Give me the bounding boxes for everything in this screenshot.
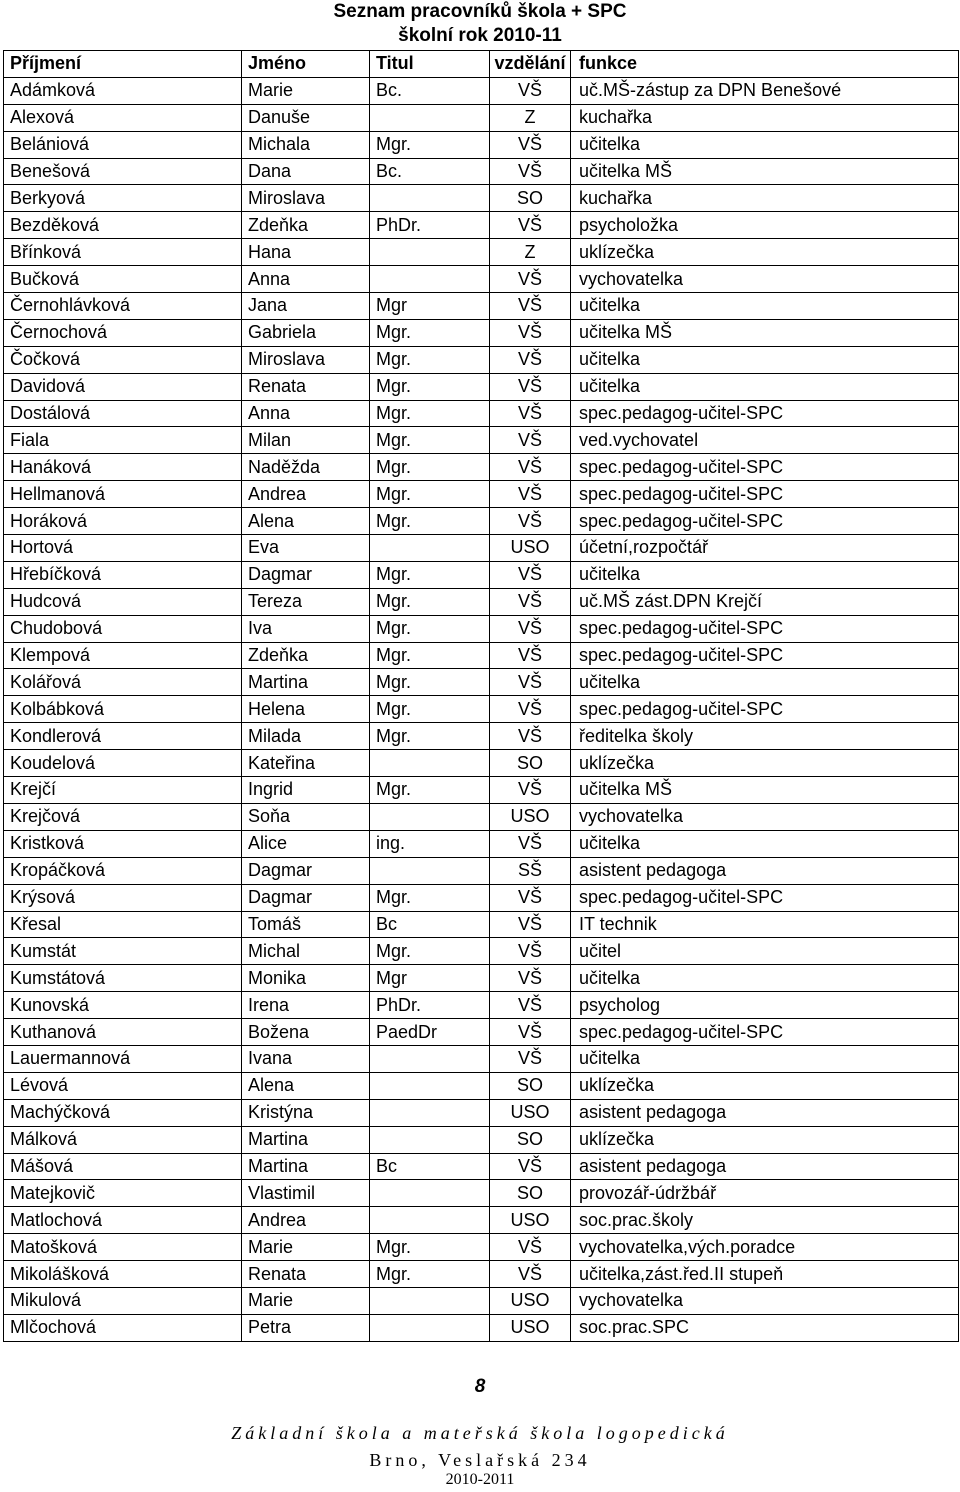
cell-surname: Hortová [4, 535, 242, 562]
cell-function: vychovatelka [571, 803, 959, 830]
cell-first-name: Zdeňka [242, 642, 370, 669]
cell-first-name: Anna [242, 400, 370, 427]
cell-education: VŠ [490, 481, 571, 508]
cell-title: Bc [370, 1153, 490, 1180]
table-row [4, 615, 959, 642]
cell-surname: Koudelová [4, 750, 242, 777]
cell-education: VŠ [490, 373, 571, 400]
cell-education: USO [490, 535, 571, 562]
cell-first-name: Vlastimil [242, 1180, 370, 1207]
table-row [4, 131, 959, 158]
cell-title: Mgr. [370, 319, 490, 346]
cell-education: VŠ [490, 346, 571, 373]
cell-education: VŠ [490, 561, 571, 588]
cell-surname: Belániová [4, 131, 242, 158]
cell-function: učitelka MŠ [571, 158, 959, 185]
cell-function: učitelka MŠ [571, 319, 959, 346]
cell-surname: Krejčí [4, 777, 242, 804]
cell-function: učitel [571, 938, 959, 965]
cell-first-name: Hana [242, 239, 370, 266]
table-row [4, 508, 959, 535]
cell-surname: Hellmanová [4, 481, 242, 508]
cell-first-name: Milada [242, 723, 370, 750]
cell-title [370, 1126, 490, 1153]
cell-title: Bc. [370, 77, 490, 104]
cell-first-name: Ingrid [242, 777, 370, 804]
table-row [4, 239, 959, 266]
cell-surname: Hudcová [4, 588, 242, 615]
cell-title: Mgr. [370, 131, 490, 158]
table-row [4, 1180, 959, 1207]
table-row [4, 77, 959, 104]
cell-education: VŠ [490, 212, 571, 239]
cell-education: VŠ [490, 938, 571, 965]
cell-education: VŠ [490, 131, 571, 158]
cell-education: SO [490, 185, 571, 212]
cell-function: učitelka [571, 293, 959, 320]
cell-first-name: Gabriela [242, 319, 370, 346]
cell-surname: Klempová [4, 642, 242, 669]
cell-first-name: Dana [242, 158, 370, 185]
cell-surname: Kondlerová [4, 723, 242, 750]
cell-surname: Chudobová [4, 615, 242, 642]
cell-title [370, 104, 490, 131]
cell-surname: Kolářová [4, 669, 242, 696]
table-row [4, 427, 959, 454]
cell-function: ved.vychovatel [571, 427, 959, 454]
table-row [4, 1314, 959, 1341]
cell-function: uklízečka [571, 1126, 959, 1153]
table-row [4, 185, 959, 212]
table-row [4, 481, 959, 508]
cell-title: Mgr. [370, 615, 490, 642]
cell-function: provozář-údržbář [571, 1180, 959, 1207]
cell-surname: Bezděková [4, 212, 242, 239]
table-row [4, 669, 959, 696]
cell-first-name: Tereza [242, 588, 370, 615]
cell-title: Mgr. [370, 427, 490, 454]
table-row [4, 965, 959, 992]
table-row [4, 1019, 959, 1046]
cell-first-name: Renata [242, 373, 370, 400]
cell-first-name: Irena [242, 992, 370, 1019]
cell-first-name: Martina [242, 1126, 370, 1153]
cell-first-name: Martina [242, 1153, 370, 1180]
cell-education: VŠ [490, 723, 571, 750]
cell-first-name: Kateřina [242, 750, 370, 777]
cell-education: VŠ [490, 588, 571, 615]
table-row [4, 992, 959, 1019]
table-row [4, 212, 959, 239]
cell-title: Mgr. [370, 777, 490, 804]
cell-education: VŠ [490, 427, 571, 454]
table-row [4, 104, 959, 131]
table-row [4, 642, 959, 669]
cell-title: Mgr. [370, 938, 490, 965]
cell-title [370, 1099, 490, 1126]
cell-first-name: Marie [242, 1287, 370, 1314]
cell-title: Mgr. [370, 346, 490, 373]
cell-first-name: Danuše [242, 104, 370, 131]
cell-first-name: Naděžda [242, 454, 370, 481]
cell-surname: Mikulová [4, 1287, 242, 1314]
cell-function: uklízečka [571, 750, 959, 777]
cell-title: Bc. [370, 158, 490, 185]
cell-surname: Bučková [4, 266, 242, 293]
cell-surname: Černohlávková [4, 293, 242, 320]
cell-first-name: Iva [242, 615, 370, 642]
cell-function: spec.pedagog-učitel-SPC [571, 481, 959, 508]
cell-title [370, 750, 490, 777]
cell-first-name: Alena [242, 1072, 370, 1099]
cell-title [370, 1072, 490, 1099]
cell-first-name: Martina [242, 669, 370, 696]
cell-function: učitelka [571, 669, 959, 696]
table-row [4, 696, 959, 723]
cell-surname: Matejkovič [4, 1180, 242, 1207]
table-row [4, 1099, 959, 1126]
table-row [4, 803, 959, 830]
cell-title: Mgr. [370, 561, 490, 588]
cell-title: Mgr. [370, 884, 490, 911]
cell-function: IT technik [571, 911, 959, 938]
cell-surname: Kumstátová [4, 965, 242, 992]
table-row [4, 1287, 959, 1314]
cell-title: Mgr. [370, 642, 490, 669]
cell-education: VŠ [490, 319, 571, 346]
cell-title: PhDr. [370, 992, 490, 1019]
cell-first-name: Kristýna [242, 1099, 370, 1126]
cell-first-name: Soňa [242, 803, 370, 830]
cell-education: VŠ [490, 508, 571, 535]
cell-function: učitelka,zást.řed.II stupeň [571, 1261, 959, 1288]
cell-title [370, 185, 490, 212]
cell-education: SO [490, 1126, 571, 1153]
table-header-row [4, 51, 959, 78]
cell-function: učitelka [571, 373, 959, 400]
cell-title [370, 1207, 490, 1234]
cell-function: spec.pedagog-učitel-SPC [571, 400, 959, 427]
cell-title: Mgr. [370, 454, 490, 481]
cell-education: VŠ [490, 992, 571, 1019]
cell-first-name: Michala [242, 131, 370, 158]
cell-surname: Berkyová [4, 185, 242, 212]
school-year-subtitle: školní rok 2010-11 [398, 25, 562, 46]
cell-education: USO [490, 803, 571, 830]
cell-function: vychovatelka,vých.poradce [571, 1234, 959, 1261]
cell-function: asistent pedagoga [571, 1099, 959, 1126]
table-row [4, 346, 959, 373]
cell-function: učitelka [571, 131, 959, 158]
cell-surname: Adámková [4, 77, 242, 104]
cell-function: účetní,rozpočtář [571, 535, 959, 562]
cell-title: Mgr [370, 293, 490, 320]
cell-surname: Břínková [4, 239, 242, 266]
cell-function: ředitelka školy [571, 723, 959, 750]
cell-education: USO [490, 1314, 571, 1341]
cell-title: Mgr. [370, 373, 490, 400]
cell-surname: Fiala [4, 427, 242, 454]
cell-title: PhDr. [370, 212, 490, 239]
cell-function: spec.pedagog-učitel-SPC [571, 508, 959, 535]
cell-first-name: Ivana [242, 1045, 370, 1072]
cell-title [370, 857, 490, 884]
cell-surname: Machýčková [4, 1099, 242, 1126]
table-row [4, 454, 959, 481]
footer-school-name: Základní škola a mateřská škola logopedická [231, 1423, 729, 1443]
cell-title [370, 239, 490, 266]
cell-first-name: Michal [242, 938, 370, 965]
cell-first-name: Marie [242, 77, 370, 104]
cell-surname: Kolbábková [4, 696, 242, 723]
cell-education: VŠ [490, 400, 571, 427]
cell-education: VŠ [490, 454, 571, 481]
cell-education: SO [490, 1180, 571, 1207]
cell-surname: Alexová [4, 104, 242, 131]
cell-function: spec.pedagog-učitel-SPC [571, 696, 959, 723]
cell-title [370, 535, 490, 562]
cell-function: soc.prac.SPC [571, 1314, 959, 1341]
cell-education: VŠ [490, 1045, 571, 1072]
cell-surname: Mlčochová [4, 1314, 242, 1341]
cell-surname: Benešová [4, 158, 242, 185]
cell-surname: Mikolášková [4, 1261, 242, 1288]
table-row [4, 857, 959, 884]
cell-surname: Hřebíčková [4, 561, 242, 588]
cell-first-name: Petra [242, 1314, 370, 1341]
cell-surname: Dostálová [4, 400, 242, 427]
cell-education: USO [490, 1099, 571, 1126]
cell-title: Mgr. [370, 588, 490, 615]
cell-first-name: Alena [242, 508, 370, 535]
cell-education: VŠ [490, 884, 571, 911]
cell-function: učitelka [571, 1045, 959, 1072]
cell-title: Mgr [370, 965, 490, 992]
cell-surname: Krýsová [4, 884, 242, 911]
cell-education: VŠ [490, 615, 571, 642]
table-row [4, 1261, 959, 1288]
cell-first-name: Zdeňka [242, 212, 370, 239]
cell-education: VŠ [490, 293, 571, 320]
cell-first-name: Marie [242, 1234, 370, 1261]
table-row [4, 777, 959, 804]
cell-surname: Horáková [4, 508, 242, 535]
cell-education: VŠ [490, 669, 571, 696]
cell-education: Z [490, 239, 571, 266]
table-row [4, 373, 959, 400]
table-row [4, 1207, 959, 1234]
cell-first-name: Dagmar [242, 561, 370, 588]
cell-title [370, 1045, 490, 1072]
cell-education: VŠ [490, 777, 571, 804]
cell-first-name: Jana [242, 293, 370, 320]
header-first-name: Jméno [242, 51, 370, 78]
cell-first-name: Dagmar [242, 884, 370, 911]
cell-function: uč.MŠ-zástup za DPN Benešové [571, 77, 959, 104]
cell-first-name: Miroslava [242, 185, 370, 212]
table-row [4, 1153, 959, 1180]
cell-function: uklízečka [571, 239, 959, 266]
cell-surname: Černochová [4, 319, 242, 346]
table-row [4, 266, 959, 293]
cell-first-name: Dagmar [242, 857, 370, 884]
cell-surname: Matlochová [4, 1207, 242, 1234]
cell-first-name: Anna [242, 266, 370, 293]
cell-first-name: Helena [242, 696, 370, 723]
cell-function: uč.MŠ zást.DPN Krejčí [571, 588, 959, 615]
cell-surname: Kristková [4, 830, 242, 857]
cell-title [370, 1287, 490, 1314]
cell-education: VŠ [490, 266, 571, 293]
staff-table [3, 50, 959, 1342]
cell-education: USO [490, 1287, 571, 1314]
cell-education: VŠ [490, 911, 571, 938]
cell-surname: Davidová [4, 373, 242, 400]
cell-function: asistent pedagoga [571, 857, 959, 884]
cell-function: vychovatelka [571, 266, 959, 293]
cell-function: učitelka [571, 561, 959, 588]
table-row [4, 830, 959, 857]
cell-title: Bc [370, 911, 490, 938]
cell-first-name: Milan [242, 427, 370, 454]
cell-function: spec.pedagog-učitel-SPC [571, 1019, 959, 1046]
cell-surname: Křesal [4, 911, 242, 938]
cell-education: VŠ [490, 1261, 571, 1288]
cell-function: soc.prac.školy [571, 1207, 959, 1234]
header-surname: Příjmení [4, 51, 242, 78]
cell-function: psycholožka [571, 212, 959, 239]
cell-function: spec.pedagog-učitel-SPC [571, 615, 959, 642]
table-row [4, 750, 959, 777]
table-row [4, 1072, 959, 1099]
cell-first-name: Andrea [242, 481, 370, 508]
cell-surname: Čočková [4, 346, 242, 373]
cell-surname: Matošková [4, 1234, 242, 1261]
table-row [4, 911, 959, 938]
cell-function: spec.pedagog-učitel-SPC [571, 642, 959, 669]
cell-title: Mgr. [370, 508, 490, 535]
cell-education: VŠ [490, 77, 571, 104]
cell-education: USO [490, 1207, 571, 1234]
table-row [4, 293, 959, 320]
table-row [4, 938, 959, 965]
cell-function: učitelka [571, 965, 959, 992]
footer-year: 2010-2011 [445, 1471, 515, 1488]
cell-title [370, 1180, 490, 1207]
cell-function: spec.pedagog-učitel-SPC [571, 454, 959, 481]
cell-function: uklízečka [571, 1072, 959, 1099]
cell-surname: Kunovská [4, 992, 242, 1019]
table-row [4, 158, 959, 185]
table-row [4, 1234, 959, 1261]
cell-education: VŠ [490, 1153, 571, 1180]
header-title: Titul [370, 51, 490, 78]
cell-education: VŠ [490, 696, 571, 723]
cell-first-name: Monika [242, 965, 370, 992]
cell-education: VŠ [490, 158, 571, 185]
table-row [4, 884, 959, 911]
cell-title: Mgr. [370, 696, 490, 723]
cell-title: Mgr. [370, 400, 490, 427]
cell-title [370, 1314, 490, 1341]
table-row [4, 319, 959, 346]
cell-title: Mgr. [370, 669, 490, 696]
cell-function: učitelka [571, 830, 959, 857]
cell-surname: Málková [4, 1126, 242, 1153]
cell-education: VŠ [490, 965, 571, 992]
table-row [4, 400, 959, 427]
cell-title: Mgr. [370, 723, 490, 750]
cell-title: PaedDr [370, 1019, 490, 1046]
cell-surname: Kropáčková [4, 857, 242, 884]
cell-surname: Mášová [4, 1153, 242, 1180]
cell-function: psycholog [571, 992, 959, 1019]
cell-function: spec.pedagog-učitel-SPC [571, 884, 959, 911]
footer-address: Brno, Veslařská 234 [369, 1450, 591, 1470]
cell-first-name: Eva [242, 535, 370, 562]
page-number: 8 [474, 1376, 486, 1397]
cell-education: SO [490, 750, 571, 777]
cell-surname: Kuthanová [4, 1019, 242, 1046]
table-row [4, 1045, 959, 1072]
cell-first-name: Andrea [242, 1207, 370, 1234]
cell-function: kuchařka [571, 104, 959, 131]
cell-education: VŠ [490, 1019, 571, 1046]
cell-title [370, 266, 490, 293]
table-row [4, 723, 959, 750]
cell-surname: Hanáková [4, 454, 242, 481]
cell-education: VŠ [490, 830, 571, 857]
cell-education: SŠ [490, 857, 571, 884]
table-row [4, 535, 959, 562]
cell-surname: Lévová [4, 1072, 242, 1099]
table-row [4, 561, 959, 588]
cell-surname: Lauermannová [4, 1045, 242, 1072]
cell-function: asistent pedagoga [571, 1153, 959, 1180]
cell-first-name: Božena [242, 1019, 370, 1046]
cell-education: Z [490, 104, 571, 131]
cell-function: kuchařka [571, 185, 959, 212]
cell-title [370, 803, 490, 830]
cell-function: učitelka [571, 346, 959, 373]
cell-title: Mgr. [370, 1234, 490, 1261]
cell-function: vychovatelka [571, 1287, 959, 1314]
cell-education: VŠ [490, 1234, 571, 1261]
cell-first-name: Alice [242, 830, 370, 857]
table-row [4, 588, 959, 615]
cell-function: učitelka MŠ [571, 777, 959, 804]
table-row [4, 1126, 959, 1153]
cell-first-name: Renata [242, 1261, 370, 1288]
cell-title: Mgr. [370, 1261, 490, 1288]
cell-education: VŠ [490, 642, 571, 669]
cell-first-name: Miroslava [242, 346, 370, 373]
cell-title: ing. [370, 830, 490, 857]
cell-first-name: Tomáš [242, 911, 370, 938]
cell-title: Mgr. [370, 481, 490, 508]
header-function: funkce [571, 51, 959, 78]
document-title: Seznam pracovníků škola + SPC [333, 1, 627, 22]
cell-education: SO [490, 1072, 571, 1099]
cell-surname: Krejčová [4, 803, 242, 830]
cell-surname: Kumstát [4, 938, 242, 965]
header-education: vzdělání [490, 51, 571, 78]
